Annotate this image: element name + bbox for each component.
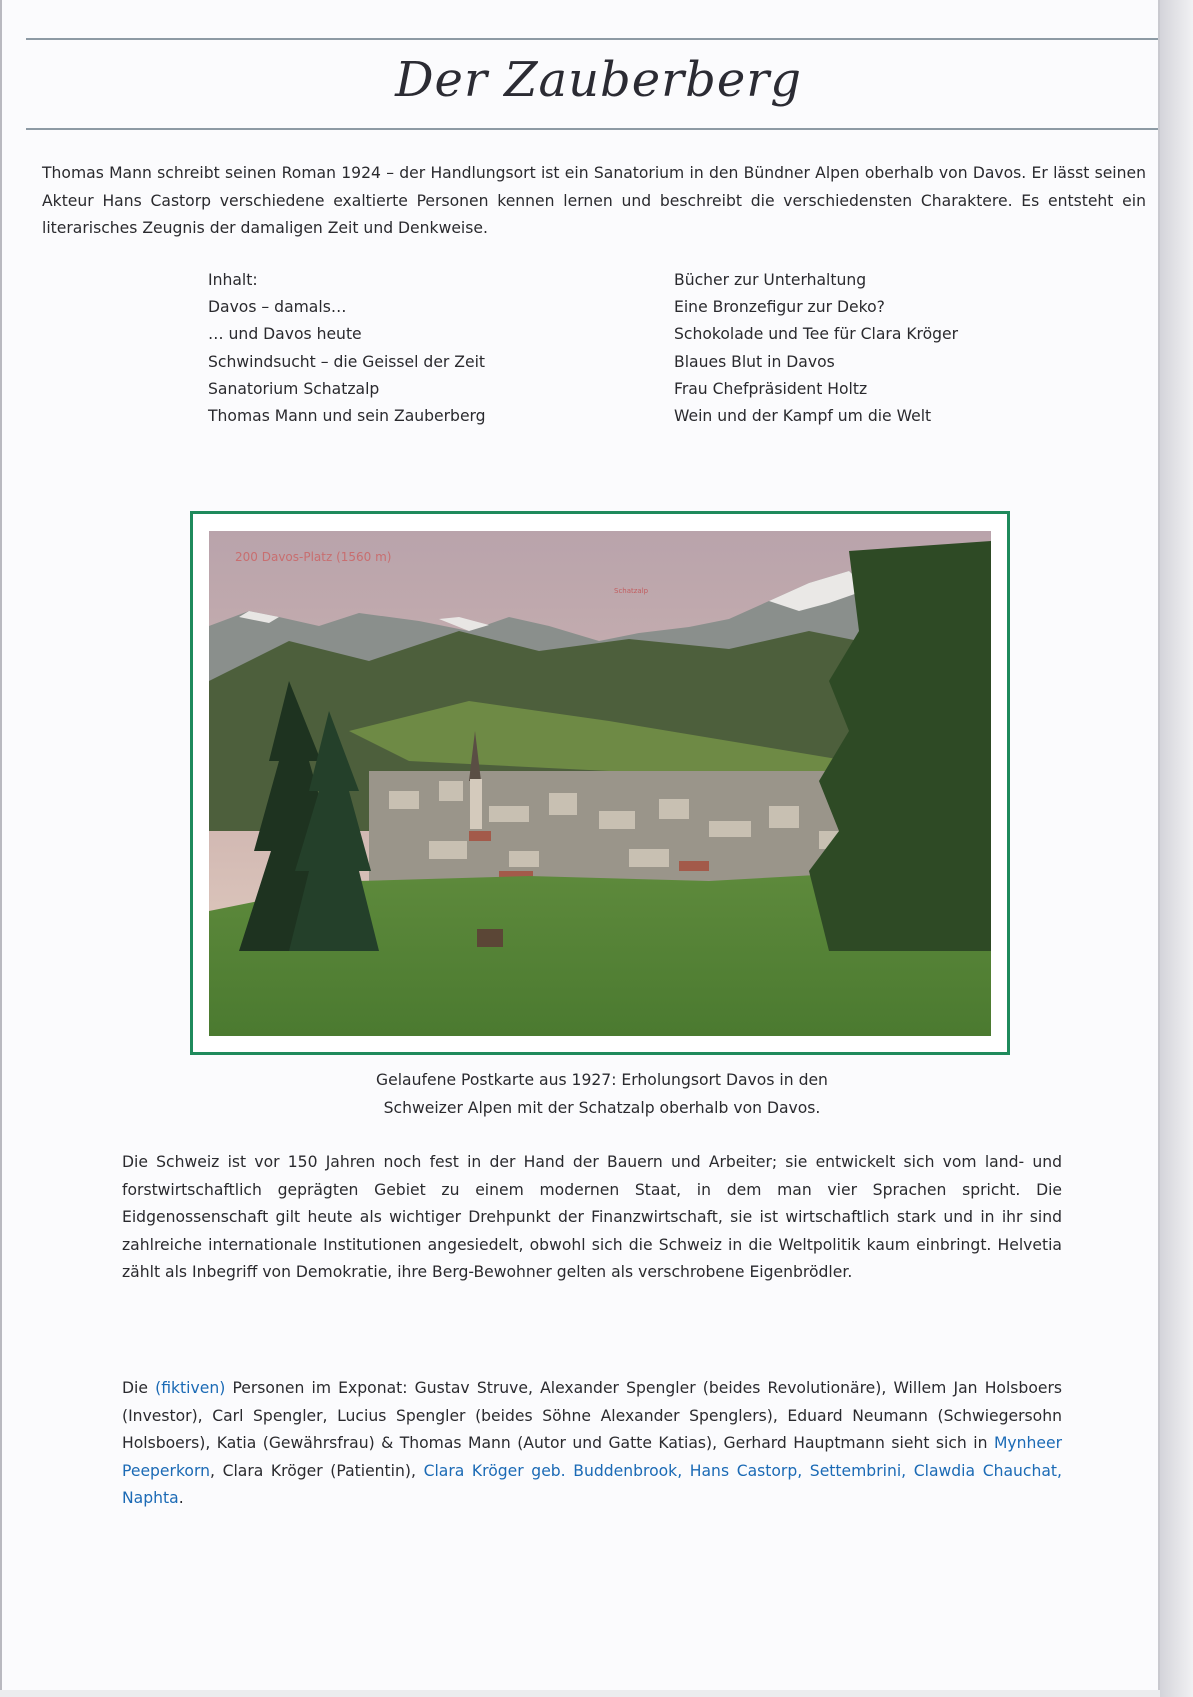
top-rule — [26, 38, 1158, 40]
toc-heading: Inhalt: — [208, 271, 258, 289]
postcard-image — [209, 531, 991, 1036]
photo-caption — [282, 1066, 922, 1122]
persons-text: Die — [122, 1379, 156, 1397]
caption-line-1: Gelaufene Postkarte aus 1927: Erholungsort Davos in den — [376, 1071, 828, 1089]
switzerland-paragraph: Die Schweiz ist vor 150 Jahren noch fest in der Hand der Bauern und Arbeiter; sie entwickelt sich vom land- und forstwirtschaftlich geprägten Gebiet zu einem modernen Staat, in dem man vier Sprachen spricht. Die Eidgenossenschaft gilt heute als wichtiger Drehpunkt der Finanzwirtschaft, sie ist wirtschaftlich stark und in ihr sind zahlreiche internationale Institutionen angesiedelt, obwohl sich die Schweiz in die Weltpolitik kaum einbringt. Helvetia zählt als Inbegriff von Demokratie, ihre Berg-Bewohner gelten als verschrobene Eigenbrödler. — [122, 1153, 1062, 1281]
caption-line-2: Schweizer Alpen mit der Schatzalp oberhalb von Davos. — [383, 1099, 821, 1117]
toc-item: Schokolade und Tee für Clara Kröger — [674, 325, 959, 344]
fiktiven-highlight: (fiktiven) — [155, 1379, 226, 1397]
title-rule — [26, 128, 1158, 130]
toc-item: … und Davos heute — [208, 325, 362, 344]
toc-right-column — [674, 267, 1094, 430]
toc-item: Sanatorium Schatzalp — [208, 379, 380, 398]
peeperkorn-highlight: Mynheer Peeperkorn — [122, 1434, 1062, 1480]
toc-item: Schwindsucht – die Geissel der Zeit — [208, 352, 486, 371]
persons-paragraph — [122, 1375, 1062, 1513]
toc-item: Wein und der Kampf um die Welt — [674, 407, 932, 426]
toc-item: Davos – damals… — [208, 298, 347, 317]
postcard-church-tower — [470, 779, 482, 829]
postcard-hut — [477, 929, 503, 947]
intro-paragraph: Thomas Mann schreibt seinen Roman 1924 – der Handlungsort ist ein Sanatorium in den Bündner Alpen oberhalb von Davos. Er lässt seinen Akteur Hans Castorp verschiedene exaltierte Personen kennen lernen und beschreibt die verschiedensten Charaktere. Es entsteht ein literarisches Zeugnis der damaligen Zeit und Denkweise. — [42, 164, 1146, 237]
novel-characters-highlight: Clara Kröger geb. Buddenbrook, Hans Castorp, Settembrini, Clawdia Chauchat, Naphta — [122, 1461, 1062, 1507]
postcard-frame — [190, 511, 1010, 1055]
toc-left-column — [208, 267, 628, 430]
toc-item: Eine Bronzefigur zur Deko? — [674, 298, 885, 317]
page-edge — [1160, 0, 1193, 1697]
page-title: Der Zauberberg — [395, 52, 802, 108]
postcard-peak-label: Schatzalp — [614, 587, 649, 595]
toc-item: Frau Chefpräsident Holtz — [674, 379, 868, 398]
persons-text: , Clara Kröger (Patientin), — [209, 1461, 424, 1480]
toc-item: Blaues Blut in Davos — [674, 352, 835, 371]
postcard-imprint: 200 Davos-Platz (1560 m) — [235, 550, 392, 564]
persons-text: Personen im Exponat: Gustav Struve, Alexander Spengler (beides Revolutionäre), Willem Jan Holsboers (Investor), Carl Spengler, Lucius Spengler (beides Söhne Alexander Spenglers), Eduard Neumann (Schwiegersohn Holsboers), Katia (Gewährsfrau) & Thomas Mann (Autor und Gatte Katias), Gerhard Hauptmann sieht sich in — [122, 1379, 1062, 1452]
toc-item: Bücher zur Unterhaltung — [674, 271, 867, 289]
persons-text: . — [178, 1489, 184, 1507]
toc-item: Thomas Mann und sein Zauberberg — [208, 407, 486, 426]
